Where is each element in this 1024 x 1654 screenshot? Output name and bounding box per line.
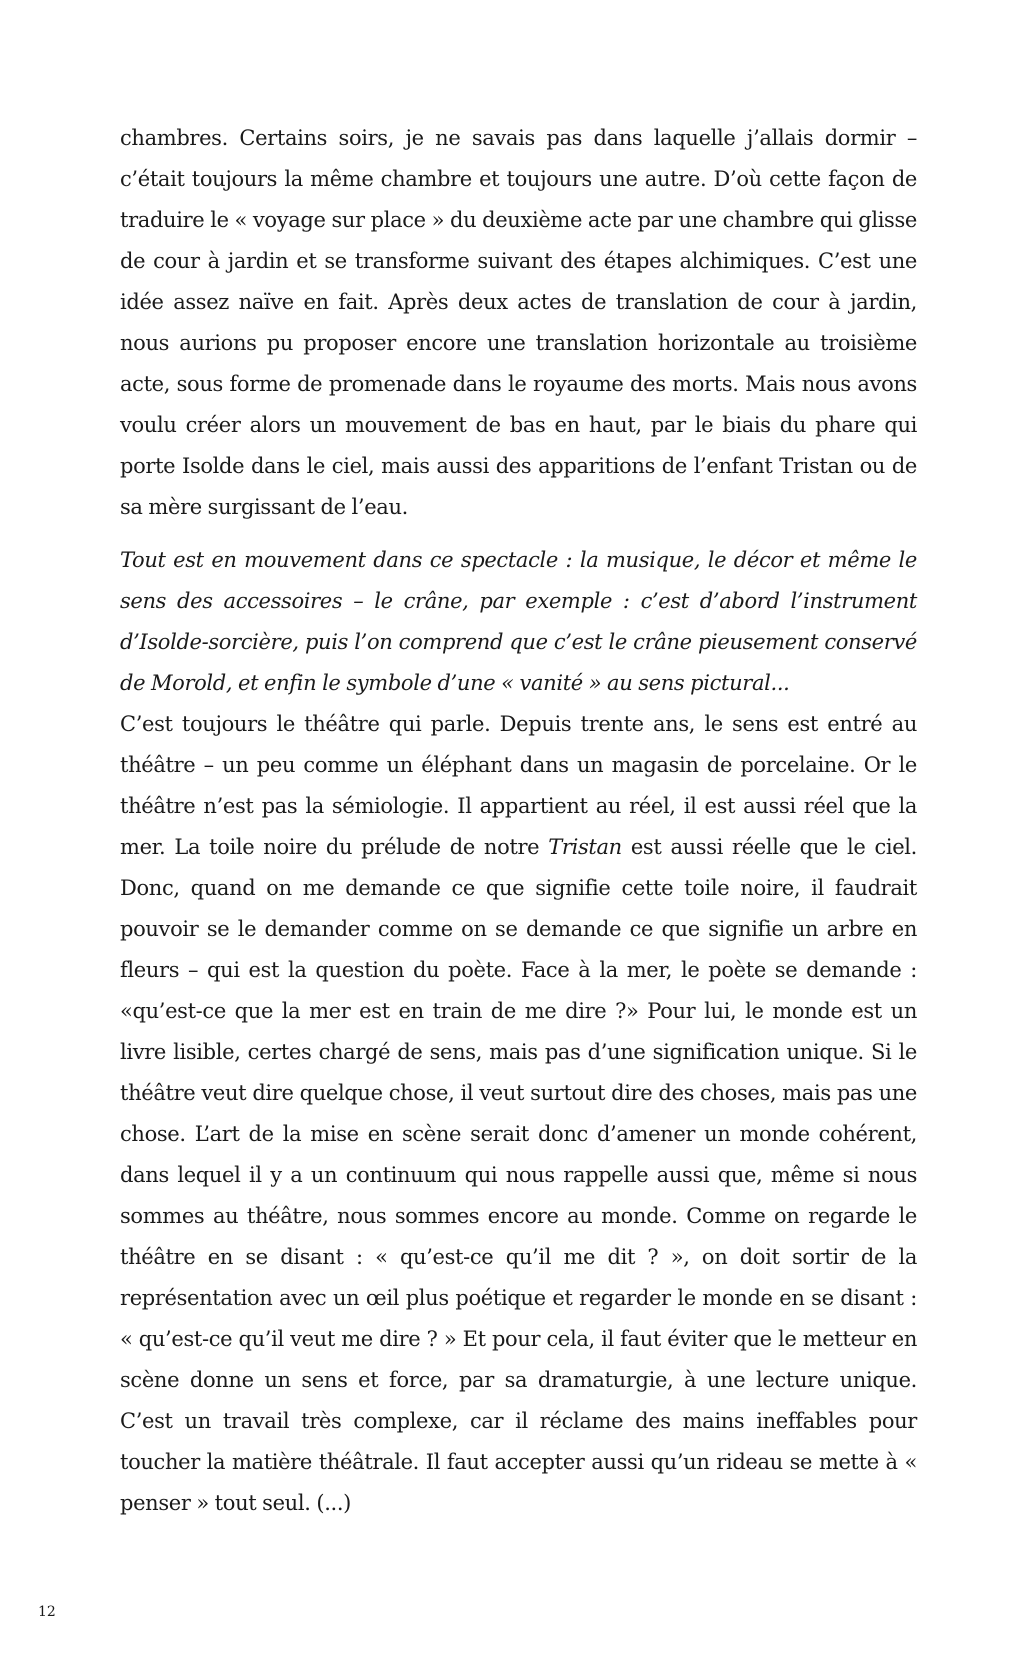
interview-answer: [120, 704, 917, 1524]
work-title: Tristan: [548, 835, 622, 859]
page-number: 12: [38, 1604, 56, 1620]
answer-text: est aussi réelle que le ciel. Donc, quand on me demande ce que signifie cette toile noire, il faudrait pouvoir se le demander comme on se demande ce que signifie un arbre en fleurs – qui est la question du poète. Face à la mer, le poète se demande : «qu’est-ce que la mer est en train de me dire ?» Pour lui, le monde est un livre lisible, certes chargé de sens, mais pas d’une signification unique. Si le théâtre veut dire quelque chose, il veut surtout dire des choses, mais pas une chose. L’art de la mise en scène serait donc d’amener un monde cohérent, dans lequel il y a un continuum qui nous rappelle aussi que, même si nous sommes au théâtre, nous sommes encore au monde. Comme on regarde le théâtre en se disant : « qu’est-ce qu’il me dit ? », on doit sortir de la représentation avec un œil plus poétique et regarder le monde en se disant : « qu’est-ce qu’il veut me dire ? » Et pour cela, il faut éviter que le metteur en scène donne un sens et force, par sa dramaturgie, à une lecture unique. C’est un travail très complexe, car il réclame des mains ineffables pour toucher la matière théâtrale. Il faut accepter aussi qu’un rideau se mette à « penser » tout seul. (...): [120, 835, 918, 1515]
paragraph: chambres. Certains soirs, je ne savais pas dans laquelle j’allais dormir – c’était toujours la même chambre et toujours une autre. D’où cette façon de traduire le « voyage sur place » du deuxième acte par une chambre qui glisse de cour à jardin et se transforme suivant des étapes alchimiques. C’est une idée assez naïve en fait. Après deux actes de translation de cour à jardin, nous aurions pu proposer encore une translation horizontale au troisième acte, sous forme de promenade dans le royaume des morts. Mais nous avons voulu créer alors un mouvement de bas en haut, par le biais du phare qui porte Isolde dans le ciel, mais aussi des apparitions de l’enfant Tristan ou de sa mère surgissant de l’eau.: [120, 126, 917, 519]
answer-text: C’est toujours le théâtre qui parle. Depuis trente ans, le sens est entré au théâtre – un peu comme un éléphant dans un magasin de porcelaine. Or le théâtre n’est pas la sémiologie. Il appartient au réel, il est aussi réel que la mer. La toile noire du prélude de notre: [120, 712, 917, 859]
document-body: [120, 118, 917, 1524]
interview-question: Tout est en mouvement dans ce spectacle : la musique, le décor et même le sens des accessoires – le crâne, par exemple : c’est d’abord l’instrument d’Isolde-sorcière, puis l’on comprend que c’est le crâne pieusement conservé de Morold, et enfin le symbole d’une « vanité » au sens pictural...: [120, 548, 917, 695]
